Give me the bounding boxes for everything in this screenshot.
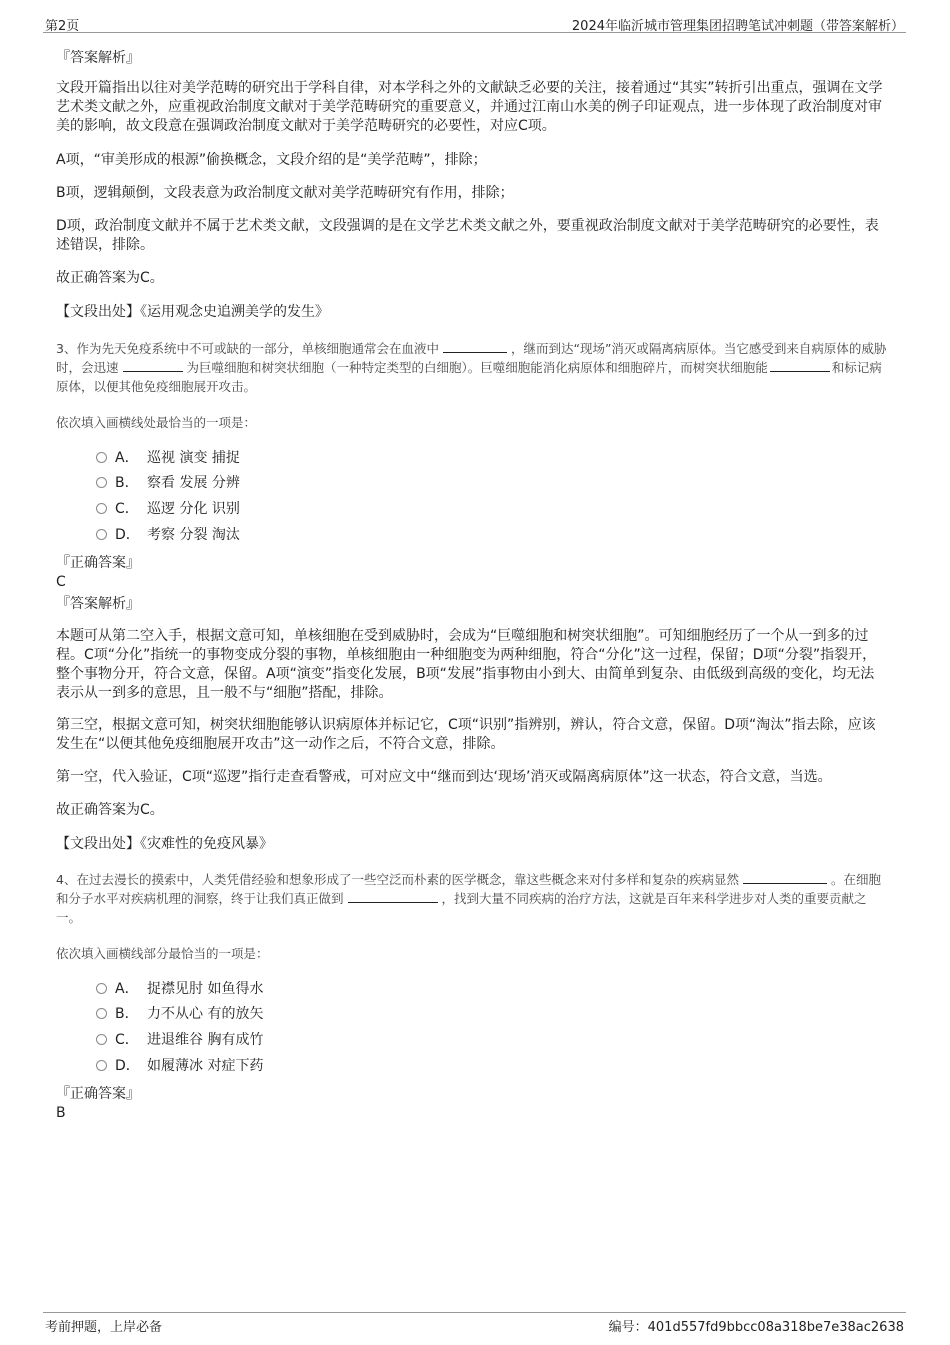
prev-analysis-paragraph-1: 文段开篇指出以往对美学范畴的研究出于学科自律，对本学科之外的文献缺乏必要的关注，接着通过“其实”转折引出重点，强调在文学艺术类文献之外，应重视政治制度文献对于美学范畴研究的重要意义，并通过江南山水美的例子印证观点，进一步体现了政治制度对审美的影响，故文段意在强调政治制度文献对于美学范畴研究的必要性，对应C项。 (56, 80, 883, 134)
q3-option-c[interactable]: C． 巡逻 分化 识别 (96, 499, 240, 519)
prev-analysis-paragraph-3: B项，逻辑颠倒，文段表意为政治制度文献对美学范畴研究有作用，排除； (56, 185, 514, 201)
q3-answer: C (56, 574, 66, 590)
page-header (43, 12, 906, 33)
q4-answer: B (56, 1105, 66, 1121)
q3-conclusion: 故正确答案为C。 (56, 802, 164, 818)
q4-blank-1 (743, 871, 827, 884)
q3-analysis-paragraph-3: 第一空，代入验证，C项“巡逻”指行走查看警戒，可对应文中“继而到达‘现场’消灭或隔离病原体”这一状态，符合文意，当选。 (56, 769, 832, 785)
footer-slogan: 考前押题，上岸必备 (45, 1320, 163, 1335)
q3-analysis-paragraph-1: 本题可从第二空入手，根据文意可知，单核细胞在受到威胁时，会成为“巨噬细胞和树突状细胞”。可知细胞经历了一个从一到多的过程。C项“分化”指统一的事物变成分裂的事物，单核细胞由一种细胞变为两种细胞，符合“分化”这一过程，保留；D项“分裂”指裂开，整个事物分开，符合文意，保留。A项“演变”指变化发展，B项“发展”指事物由小到大、由简单到复杂、由低级到高级的变化，均无法表示从一到多的意思，且一般不与“细胞”搭配，排除。 (56, 628, 877, 701)
page-footer (43, 1312, 906, 1337)
q3-stem-part-1: 3、作为先天免疫系统中不可或缺的一部分，单核细胞通常会在血液中 (56, 341, 439, 356)
footer-code: 编号：401d557fd9bbcc08a318be7e38ac2638 (608, 1320, 904, 1335)
prev-analysis-paragraph-4: D项，政治制度文献并不属于艺术类文献，文段强调的是在文学艺术类文献之外，要重视政治制度文献对于美学范畴研究的必要性，表述错误，排除。 (56, 218, 879, 253)
q4-answer-title: 『正确答案』 (56, 1086, 140, 1102)
radio-icon[interactable] (96, 477, 107, 488)
q4-option-a[interactable]: A． 捉襟见肘 如鱼得水 (96, 979, 263, 999)
q4-option-d[interactable]: D． 如履薄冰 对症下药 (96, 1056, 263, 1076)
q3-option-b[interactable]: B． 察看 发展 分辨 (96, 473, 240, 493)
q3-analysis-title: 『答案解析』 (56, 596, 140, 612)
prev-conclusion: 故正确答案为C。 (56, 270, 164, 286)
q3-blank-3 (770, 359, 830, 372)
radio-icon[interactable] (96, 529, 107, 540)
q3-blank-2 (123, 359, 183, 372)
radio-icon[interactable] (96, 1008, 107, 1019)
q3-answer-title: 『正确答案』 (56, 555, 140, 571)
q3-prompt: 依次填入画横线处最恰当的一项是： (56, 415, 257, 430)
q3-stem (56, 339, 888, 396)
q4-stem-part-1: 4、在过去漫长的摸索中，人类凭借经验和想象形成了一些空泛而朴素的医学概念，靠这些概念来对付多样和复杂的疾病显然 (56, 872, 739, 887)
q4-blank-2 (348, 890, 438, 903)
q4-stem-part-3: ，找到大量不同疾病的治疗方法，这就是百年来科学进步对人类的重要贡献之一。 (56, 891, 867, 925)
q3-stem-part-3: 为巨噬细胞和树突状细胞（一种特定类型的白细胞）。巨噬细胞能消化病原体和细胞碎片，而树突状细胞能 (186, 360, 768, 375)
radio-icon[interactable] (96, 503, 107, 514)
q3-option-d[interactable]: D． 考察 分裂 淘汰 (96, 525, 240, 545)
q4-prompt: 依次填入画横线部分最恰当的一项是： (56, 946, 269, 961)
radio-icon[interactable] (96, 983, 107, 994)
q3-option-a[interactable]: A． 巡视 演变 捕捉 (96, 448, 240, 468)
q4-option-c[interactable]: C． 进退维谷 胸有成竹 (96, 1030, 263, 1050)
q4-option-b[interactable]: B． 力不从心 有的放矢 (96, 1004, 263, 1024)
prev-source: 【文段出处】《运用观念史追溯美学的发生》 (56, 304, 329, 320)
q3-stem-part-4: 和标记病原体，以便其他免疫细胞展开攻击。 (56, 360, 882, 394)
prev-analysis-paragraph-2: A项，“审美形成的根源”偷换概念，文段介绍的是“美学范畴”，排除； (56, 152, 487, 168)
radio-icon[interactable] (96, 1060, 107, 1071)
q3-stem-part-2: ，继而到达“现场”消灭或隔离病原体。当它感受到来自病原体的威胁时，会迅速 (56, 341, 887, 375)
q4-stem (56, 870, 888, 927)
q3-analysis-paragraph-2: 第三空，根据文意可知，树突状细胞能够认识病原体并标记它，C项“识别”指辨别，辨认，符合文意，保留。D项“淘汰”指去除，应该发生在“以便其他免疫细胞展开攻击”这一动作之后，不符合文意，排除。 (56, 717, 876, 752)
document-title: 2024年临沂城市管理集团招聘笔试冲刺题（带答案解析） (571, 19, 904, 34)
prev-analysis-title: 『答案解析』 (56, 50, 140, 66)
q3-source: 【文段出处】《灾难性的免疫风暴》 (56, 836, 273, 852)
q4-stem-part-2: 。在细胞和分子水平对疾病机理的洞察，终于让我们真正做到 (56, 872, 881, 906)
radio-icon[interactable] (96, 452, 107, 463)
radio-icon[interactable] (96, 1034, 107, 1045)
q3-blank-1 (443, 340, 507, 353)
page-number: 第2页 (45, 19, 80, 34)
